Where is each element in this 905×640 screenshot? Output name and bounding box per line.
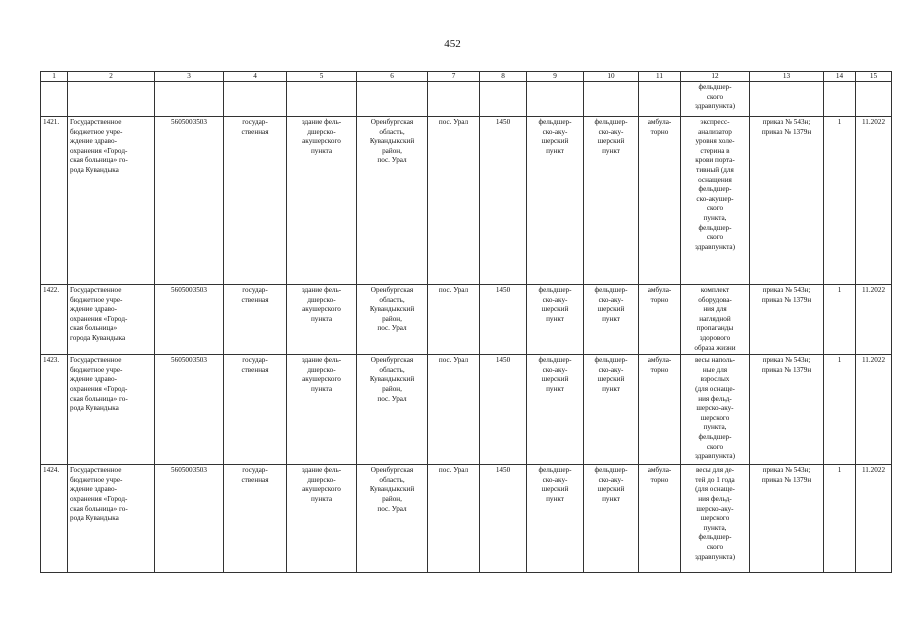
quantity-cell: 1	[824, 285, 856, 355]
column-header: 14	[824, 72, 856, 82]
care-type-cell: амбула- торно	[639, 117, 681, 285]
equipment-cell: экспресс- анализатор уровня холе- стерина в крови порта- тивный (для оснащения фельдшер- ско-акушер- ского пункта, фельдшер- ского здравпункта)	[681, 117, 750, 285]
organization-cell: Государственное бюджетное учре- ждение здраво- охранения «Город- ская больница» го- рода Кувандыка	[68, 465, 155, 573]
equipment-cell: весы для де- тей до 1 года (для оснаще- ния фельд- шерско-аку- шерского пункта, фельдшер- ского здравпункта)	[681, 465, 750, 573]
unit-type-cell: фельдшер- ско-аку- шерский пункт	[584, 355, 639, 465]
column-header: 2	[68, 72, 155, 82]
population-cell: 1450	[480, 285, 527, 355]
column-header: 15	[856, 72, 892, 82]
building-cell: здание фель- дшерско- акушерского пункта	[287, 355, 357, 465]
organization-cell: Государственное бюджетное учре- ждение здраво- охранения «Город- ская больница» го- рода Кувандыка	[68, 117, 155, 285]
inn-cell: 5605003503	[155, 285, 224, 355]
population-cell: 1450	[480, 355, 527, 465]
quantity-cell: 1	[824, 117, 856, 285]
unit-type-cell: фельдшер- ско-аку- шерский пункт	[527, 355, 584, 465]
column-header: 8	[480, 72, 527, 82]
equipment-cell: весы наполь- ные для взрослых (для оснаще- ния фельд- шерско-аку- шерского пункта, фельдшер- ского здравпункта)	[681, 355, 750, 465]
population-cell: 1450	[480, 465, 527, 573]
inn-cell: 5605003503	[155, 355, 224, 465]
building-cell: здание фель- дшерско- акушерского пункта	[287, 285, 357, 355]
table-row	[41, 355, 892, 465]
unit-type-cell: фельдшер- ско-аку- шерский пункт	[527, 285, 584, 355]
row-number-cell: 1422.	[41, 285, 68, 355]
address-cell: Оренбургская область, Кувандыкский район, пос. Урал	[357, 355, 428, 465]
order-cell: приказ № 543н; приказ № 1379н	[750, 117, 824, 285]
unit-type-cell: фельдшер- ско-аку- шерский пункт	[527, 465, 584, 573]
table-row	[41, 285, 892, 355]
inn-cell: 5605003503	[155, 465, 224, 573]
inn-cell: 5605003503	[155, 117, 224, 285]
table-row	[41, 117, 892, 285]
continuation-row	[41, 82, 892, 117]
table-row	[41, 465, 892, 573]
row-number-cell: 1421.	[41, 117, 68, 285]
ownership-cell: государ- ственная	[224, 355, 287, 465]
care-type-cell: амбула- торно	[639, 285, 681, 355]
page-number: 452	[444, 38, 461, 50]
equipment-cell: фельдшер- ского здравпункта)	[681, 82, 750, 117]
ownership-cell: государ- ственная	[224, 117, 287, 285]
order-cell: приказ № 543н; приказ № 1379н	[750, 285, 824, 355]
unit-type-cell: фельдшер- ско-аку- шерский пункт	[584, 117, 639, 285]
row-number-cell: 1423.	[41, 355, 68, 465]
settlement-cell: пос. Урал	[428, 285, 480, 355]
care-type-cell: амбула- торно	[639, 355, 681, 465]
address-cell: Оренбургская область, Кувандыкский район, пос. Урал	[357, 285, 428, 355]
order-cell: приказ № 543н; приказ № 1379н	[750, 465, 824, 573]
column-header: 11	[639, 72, 681, 82]
unit-type-cell: фельдшер- ско-аку- шерский пункт	[584, 465, 639, 573]
equipment-cell: комплект оборудова- ния для наглядной пропаганды здорового образа жизни	[681, 285, 750, 355]
quantity-cell: 1	[824, 465, 856, 573]
settlement-cell: пос. Урал	[428, 355, 480, 465]
column-header: 13	[750, 72, 824, 82]
column-header: 12	[681, 72, 750, 82]
settlement-cell: пос. Урал	[428, 117, 480, 285]
ownership-cell: государ- ственная	[224, 465, 287, 573]
row-number-cell: 1424.	[41, 465, 68, 573]
date-cell: 11.2022	[856, 117, 892, 285]
column-header: 3	[155, 72, 224, 82]
column-header: 9	[527, 72, 584, 82]
ownership-cell: государ- ственная	[224, 285, 287, 355]
column-header: 7	[428, 72, 480, 82]
date-cell: 11.2022	[856, 355, 892, 465]
column-header: 1	[41, 72, 68, 82]
unit-type-cell: фельдшер- ско-аку- шерский пункт	[584, 285, 639, 355]
address-cell: Оренбургская область, Кувандыкский район, пос. Урал	[357, 465, 428, 573]
date-cell: 11.2022	[856, 465, 892, 573]
column-header: 10	[584, 72, 639, 82]
quantity-cell: 1	[824, 355, 856, 465]
date-cell: 11.2022	[856, 285, 892, 355]
settlement-cell: пос. Урал	[428, 465, 480, 573]
column-number-row	[41, 72, 892, 82]
care-type-cell: амбула- торно	[639, 465, 681, 573]
column-header: 6	[357, 72, 428, 82]
registry-table	[40, 71, 892, 573]
order-cell: приказ № 543н; приказ № 1379н	[750, 355, 824, 465]
organization-cell: Государственное бюджетное учре- ждение здраво- охранения «Город- ская больница» города Кувандыка	[68, 285, 155, 355]
organization-cell: Государственное бюджетное учре- ждение здраво- охранения «Город- ская больница» го- рода Кувандыка	[68, 355, 155, 465]
building-cell: здание фель- дшерско- акушерского пункта	[287, 117, 357, 285]
column-header: 4	[224, 72, 287, 82]
column-header: 5	[287, 72, 357, 82]
population-cell: 1450	[480, 117, 527, 285]
building-cell: здание фель- дшерско- акушерского пункта	[287, 465, 357, 573]
address-cell: Оренбургская область, Кувандыкский район, пос. Урал	[357, 117, 428, 285]
unit-type-cell: фельдшер- ско-аку- шерский пункт	[527, 117, 584, 285]
